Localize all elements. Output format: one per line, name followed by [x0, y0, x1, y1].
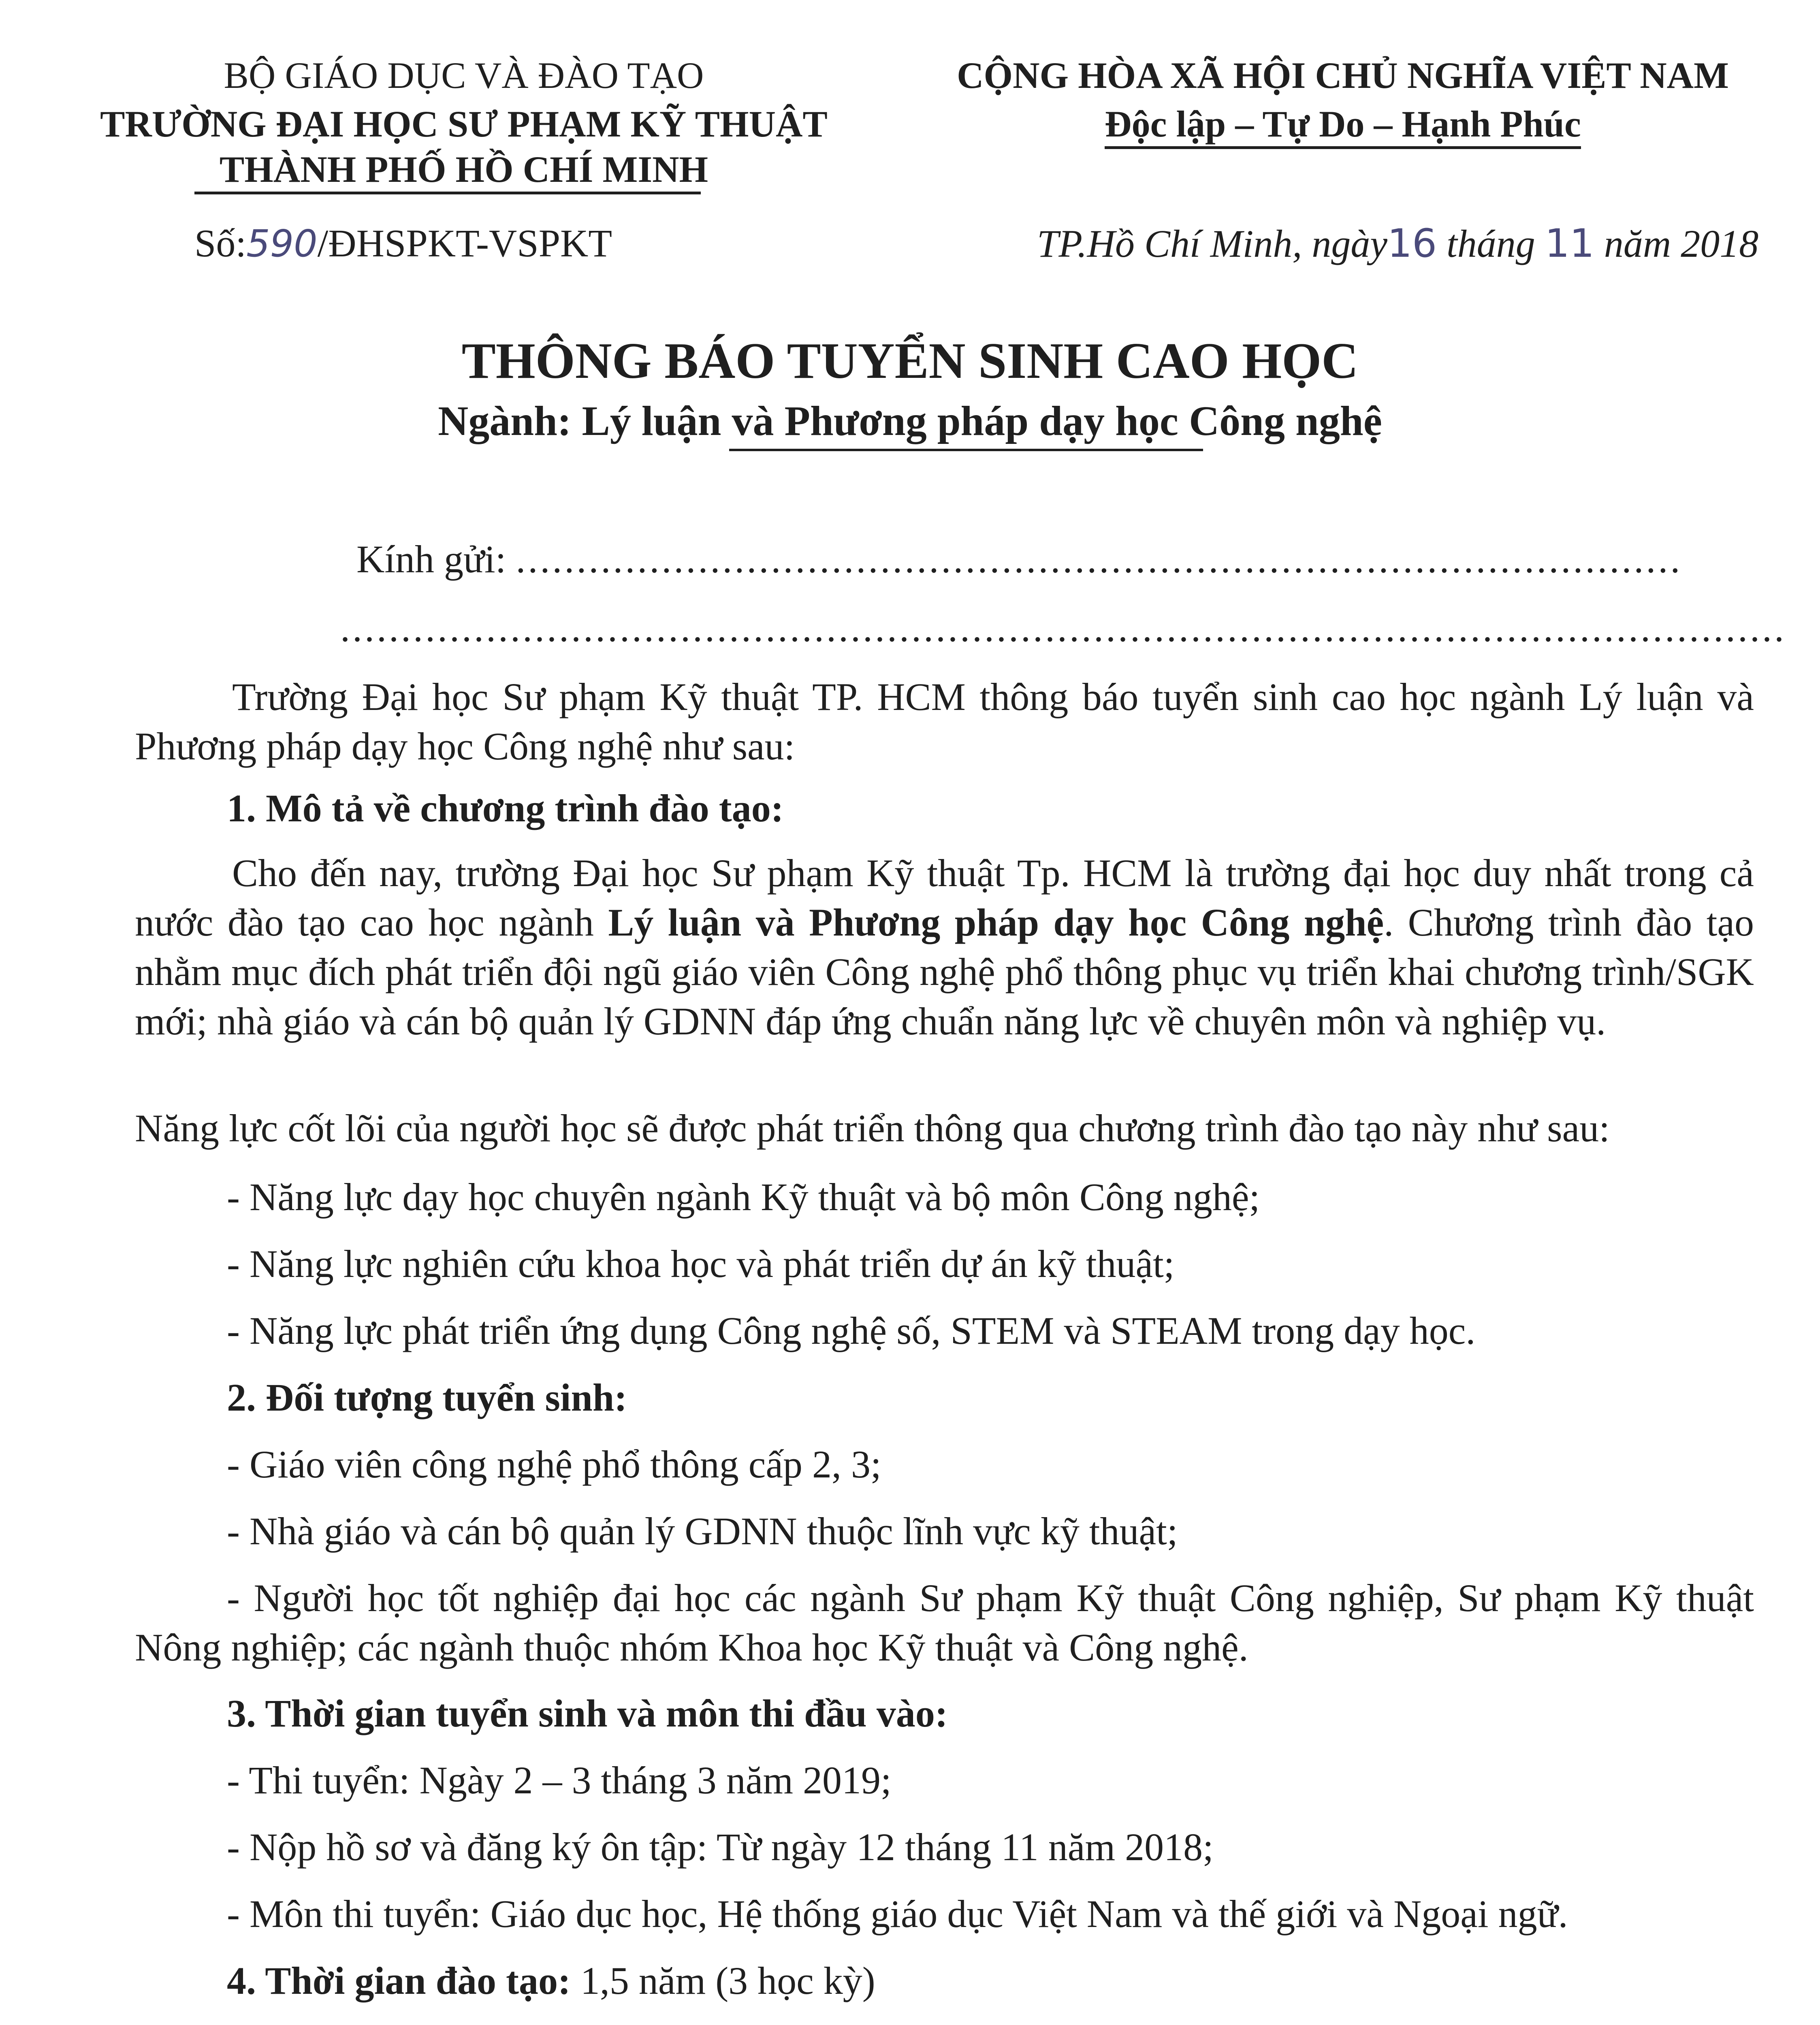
section4-line: [227, 1956, 875, 2006]
motto: [907, 101, 1778, 147]
university-name-line1: TRƯỜNG ĐẠI HỌC SƯ PHẠM KỸ THUẬT: [100, 103, 828, 145]
competency-intro: Năng lực cốt lõi của người học sẽ được phát triển thông qua chương trình đào tạo này như sau:: [135, 1106, 1610, 1150]
doc-no-suffix: /ĐHSPKT-VSPKT: [317, 222, 612, 265]
section1-heading: 1. Mô tả về chương trình đào tạo:: [227, 787, 784, 830]
target-item: - Người học tốt nghiệp đại học các ngành Sư phạm Kỹ thuật Công nghiệp, Sư phạm Kỹ thuật Nông nghiệp; các ngành thuộc nhóm Khoa học Kỹ thuật và Công nghệ.: [135, 1576, 1754, 1669]
document-date: [1037, 219, 1758, 269]
recipient-dots-2: .......................................................................................................................: [340, 606, 1786, 650]
country-name: CỘNG HÒA XÃ HỘI CHỦ NGHĨA VIỆT NAM: [957, 55, 1729, 96]
target-item: - Giáo viên công nghệ phổ thông cấp 2, 3;: [227, 1443, 881, 1486]
schedule-item: - Môn thi tuyển: Giáo dục học, Hệ thống giáo dục Việt Nam và thế giới và Ngoại ngữ.: [227, 1892, 1568, 1935]
notice-title: THÔNG BÁO TUYỂN SINH CAO HỌC: [461, 333, 1359, 389]
section1-program-name: Lý luận và Phương pháp dạy học Công nghệ: [608, 901, 1384, 944]
subtitle-underline: [729, 449, 1203, 451]
date-mid: tháng: [1437, 222, 1545, 265]
section1-text-b: . Chương trình đào tạo nhằm mục đích phát triển đội ngũ giáo viên Công nghệ phổ thông phục vụ triển khai chương trình/SGK mới; nhà giáo và cán bộ quản lý GDNN đáp ứng chuẩn năng lực về chuyên môn và nghiệp vụ.: [135, 901, 1754, 1043]
document-number: [194, 219, 612, 269]
training-duration: 1,5 năm (3 học kỳ): [570, 1959, 875, 2002]
section4-heading: 4. Thời gian đào tạo:: [227, 1959, 571, 2002]
intro-paragraph: Trường Đại học Sư phạm Kỹ thuật TP. HCM thông báo tuyển sinh cao học ngành Lý luận và Phương pháp dạy học Công nghệ như sau:: [135, 675, 1754, 768]
competency-item: - Năng lực phát triển ứng dụng Công nghệ số, STEM và STEAM trong dạy học.: [227, 1309, 1476, 1352]
recipient-line: [356, 535, 1682, 584]
doc-no-prefix: Số:: [194, 222, 247, 265]
header-left-underline: [194, 192, 701, 194]
section1-text-a: Cho đến nay, trường Đại học Sư phạm Kỹ thuật Tp. HCM là trường đại học duy nhất trong cả nước đào tạo cao học ngành: [135, 851, 1754, 944]
motto-text: Độc lập – Tự Do – Hạnh Phúc: [1105, 103, 1581, 149]
ministry-name: BỘ GIÁO DỤC VÀ ĐÀO TẠO: [224, 55, 704, 96]
target-item: - Nhà giáo và cán bộ quản lý GDNN thuộc lĩnh vực kỹ thuật;: [227, 1509, 1178, 1553]
schedule-item: - Thi tuyển: Ngày 2 – 3 tháng 3 năm 2019;: [227, 1759, 892, 1802]
recipient-dots-1: ................................................................................................: [516, 537, 1683, 581]
competency-item: - Năng lực nghiên cứu khoa học và phát triển dự án kỹ thuật;: [227, 1242, 1175, 1285]
section1-paragraph: [135, 848, 1754, 1046]
recipient-label: Kính gửi:: [356, 537, 506, 581]
date-month-handwritten: 11: [1545, 221, 1594, 266]
section3-heading: 3. Thời gian tuyển sinh và môn thi đầu vào:: [227, 1692, 948, 1735]
notice-subtitle: Ngành: Lý luận và Phương pháp dạy học Công nghệ: [438, 398, 1382, 444]
section2-heading: 2. Đối tượng tuyển sinh:: [227, 1376, 627, 1419]
doc-no-handwritten: 590: [246, 222, 318, 265]
schedule-item: - Nộp hồ sơ và đăng ký ôn tập: Từ ngày 12 tháng 11 năm 2018;: [227, 1825, 1214, 1869]
date-suffix: năm 2018: [1594, 222, 1759, 265]
section5-heading: [227, 2023, 560, 2025]
competency-item: - Năng lực dạy học chuyên ngành Kỹ thuật và bộ môn Công nghệ;: [227, 1175, 1260, 1219]
university-name-line2: THÀNH PHỐ HỒ CHÍ MINH: [219, 149, 708, 190]
date-day-handwritten: 16: [1387, 221, 1437, 266]
date-prefix: TP.Hồ Chí Minh, ngày: [1037, 222, 1387, 265]
